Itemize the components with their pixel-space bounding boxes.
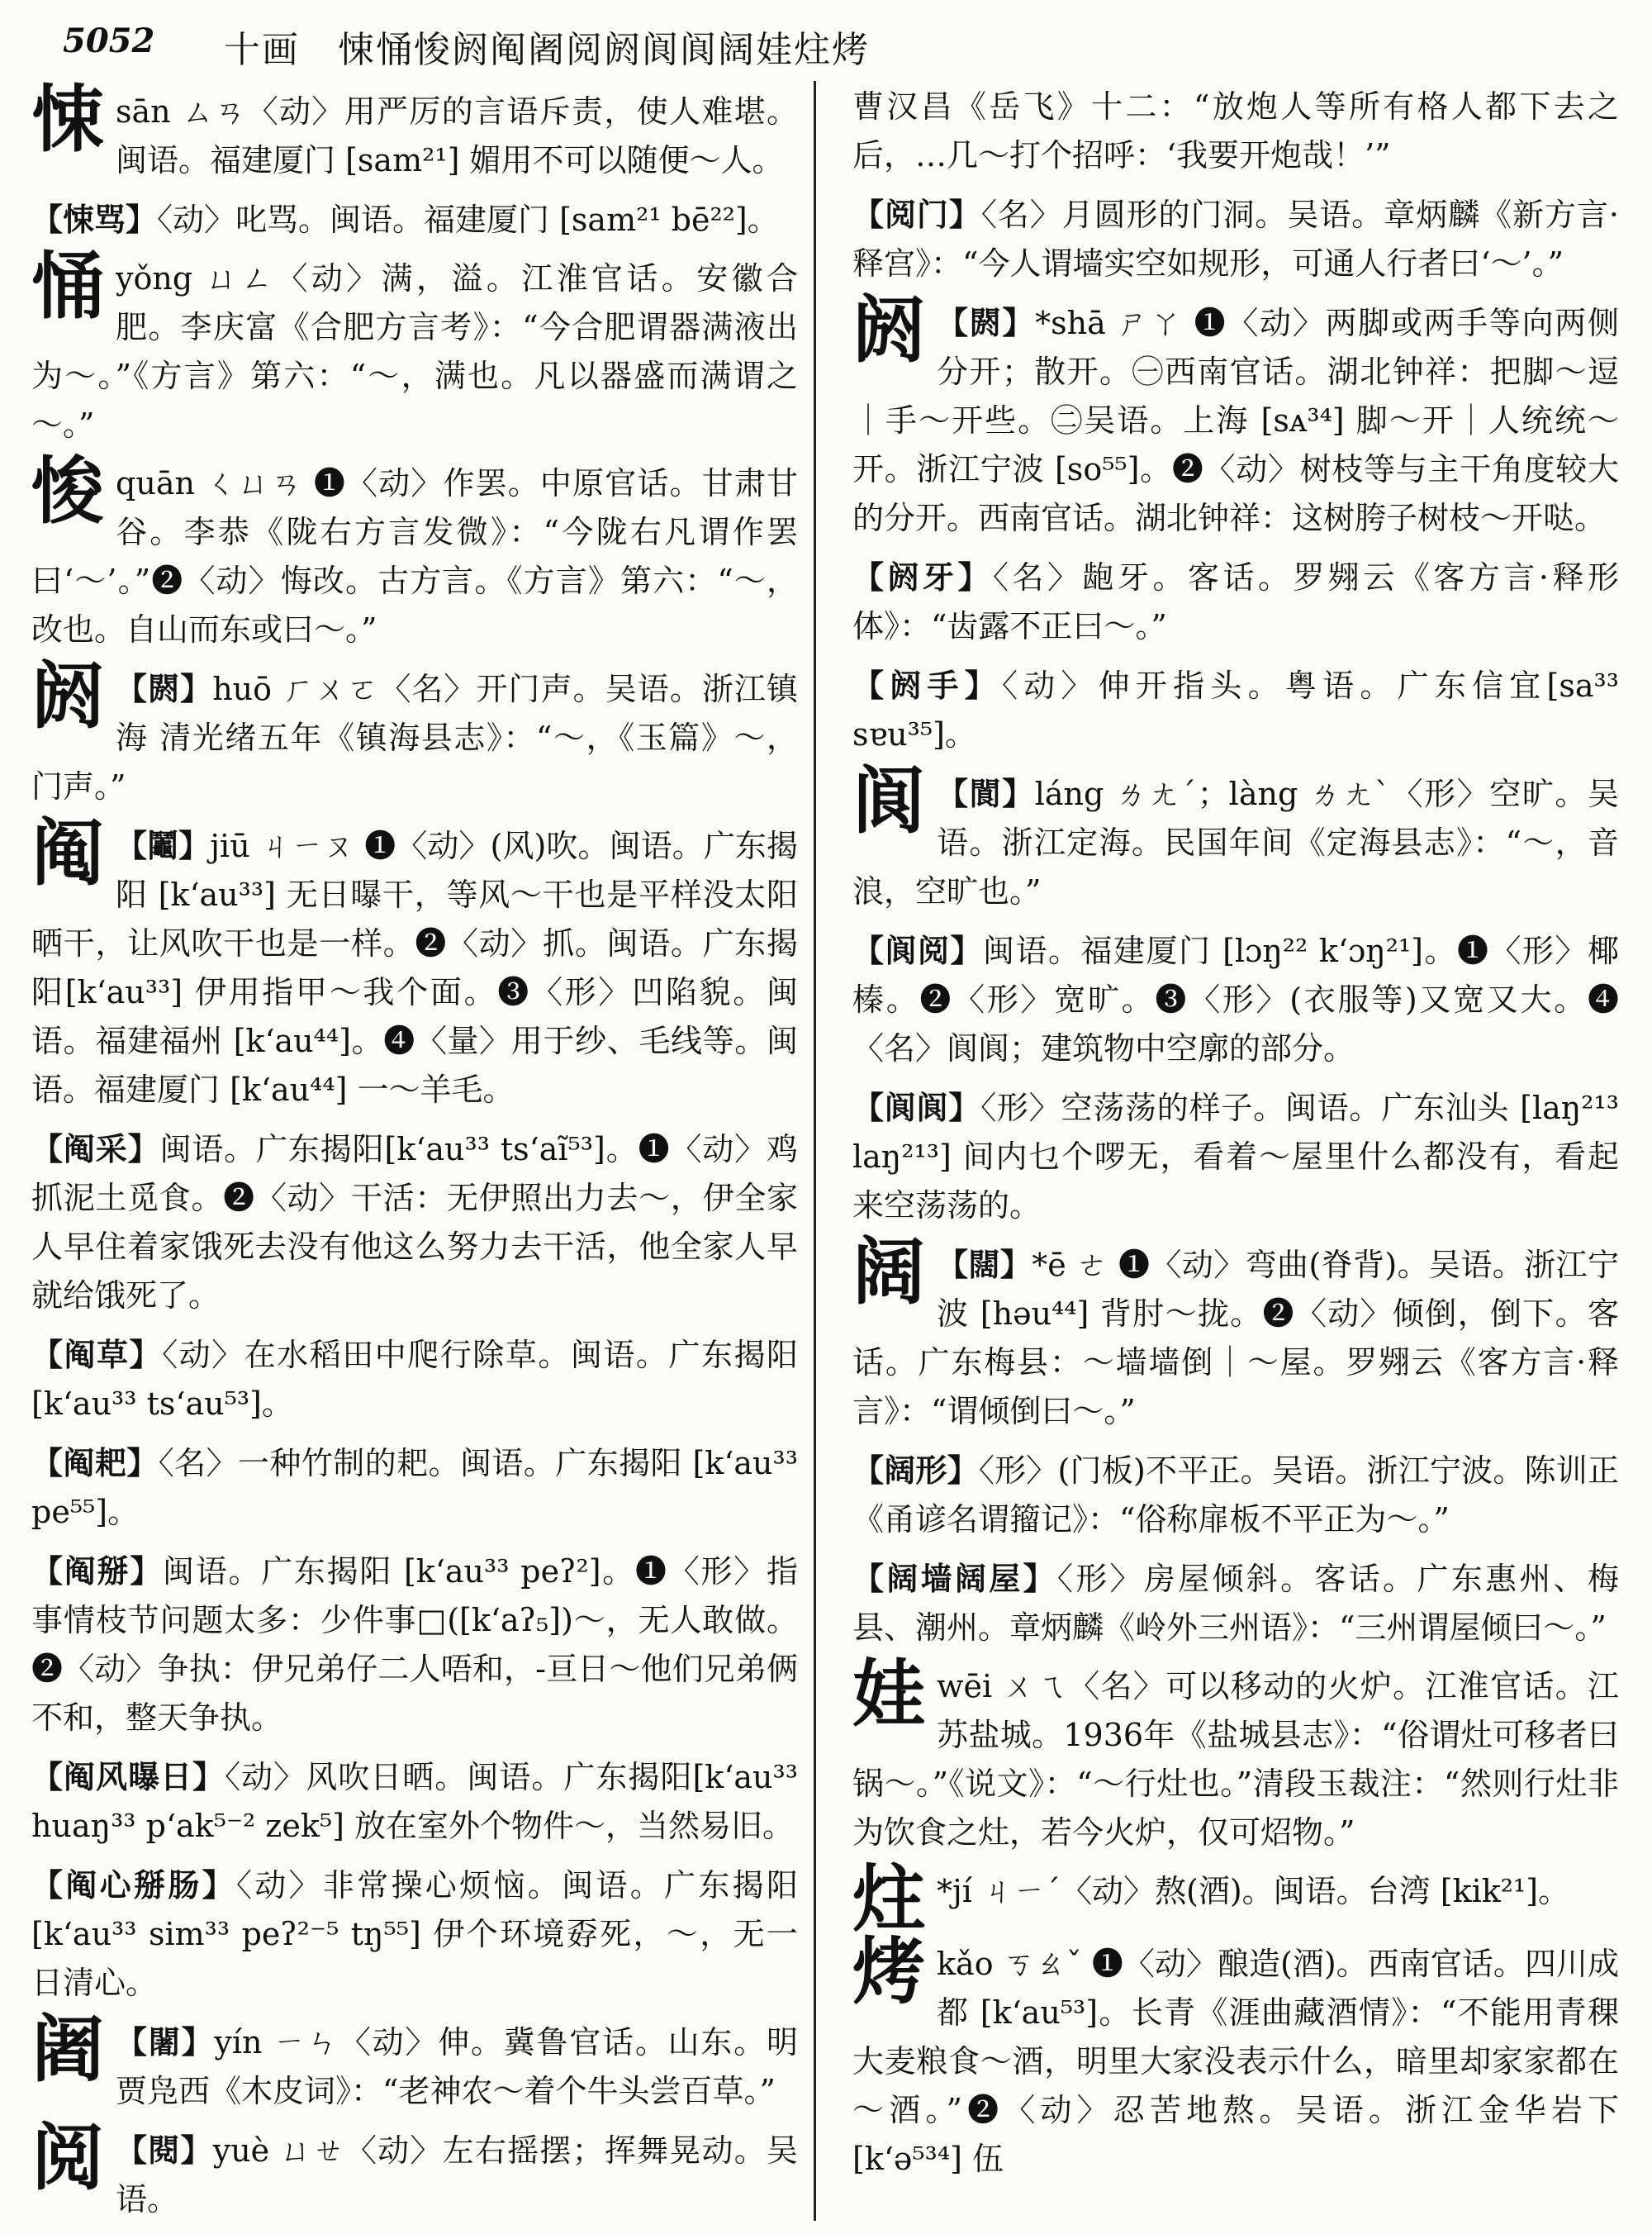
traditional-form: 【闍】 [116, 2023, 215, 2061]
compound-entry [852, 1083, 1619, 1230]
headword-character: 炷 [852, 1856, 926, 1942]
entry-definition: 〈名〉月圆形的门洞。吴语。章炳麟《新方言·释宫》：“今人谓墙实空如规形，可通人行者曰‘～’。” [852, 197, 1619, 282]
headword-entry [31, 243, 798, 449]
compound-entry [852, 553, 1619, 651]
headword-entry [852, 1651, 1619, 1857]
left-column [31, 76, 798, 2234]
entry-definition: láng ㄌㄤˊ；làng ㄌㄤˋ〈形〉空旷。吴语。浙江定海。民国年间《定海县志》：“～，音浪，空旷也。” [852, 776, 1619, 910]
entry-definition: 闽语。广东揭阳[k‘au³³ ts‘aĩ⁵³]。❶〈动〉鸡抓泥土觅食。❷〈动〉干活：无伊照出力去～，伊全家人早住着家饿死去没有他这么努力去干活，他全家人早就给饿死了。 [31, 1131, 798, 1314]
compound-headword: 【阄掰】 [31, 1552, 163, 1590]
entry-definition: yín ㄧㄣ〈动〉伸。冀鲁官话。山东。明贾凫西《木皮词》：“老神农～着个牛头尝百草。” [116, 2024, 798, 2109]
compound-entry [852, 661, 1619, 759]
headword-entry [31, 76, 798, 185]
traditional-form: 【鬮】 [116, 827, 211, 864]
compound-headword: 【悚骂】 [31, 201, 158, 238]
traditional-form: 【閬】 [937, 775, 1035, 812]
headword-character: 烤 [852, 1928, 926, 2014]
headword-entry [852, 758, 1619, 916]
headword-character: 悛 [31, 448, 105, 534]
headword-character: 悀 [31, 243, 105, 329]
entry-definition: yuè ㄩㄝ〈动〉左右摇摆；挥舞晃动。吴语。 [116, 2132, 798, 2217]
compound-entry [31, 1330, 798, 1428]
headword-character: 阏 [852, 287, 926, 373]
compound-headword: 【阄耙】 [31, 1444, 159, 1481]
compound-headword: 【阄心掰肠】 [31, 1866, 236, 1904]
traditional-form: 【閼】 [937, 304, 1036, 341]
compound-headword: 【阄草】 [31, 1336, 163, 1373]
compound-entry [31, 195, 798, 245]
compound-entry [31, 1861, 798, 2008]
entry-definition: *shā ㄕㄚ ❶〈动〉两脚或两手等向两侧分开；散开。㊀西南官话。湖北钟祥：把脚～逗｜手～开些。㊁吴语。上海 [sᴀ³⁴] 脚～开｜人统统～开。浙江宁波 [so⁵⁵]。❷〈动〉树枝等与主干角度较大的分开。西南官话。湖北钟祥：这树胯子树枝～开哒。 [852, 305, 1619, 536]
compound-headword: 【阆阅】 [852, 932, 983, 969]
compound-entry [31, 1438, 798, 1537]
entry-definition: 曹汉昌《岳飞》十二：“放炮人等所有格人都下去之后，…几～打个招呼：‘我要开炮哉！’” [852, 88, 1619, 173]
entry-definition: sān ㄙㄢ〈动〉用严厉的言语斥责，使人难堪。闽语。福建厦门 [sam²¹] 媚用不可以随便～人。 [116, 93, 798, 178]
compound-headword: 【阔形】 [852, 1452, 979, 1489]
headword-character: 阏 [31, 653, 105, 739]
entry-definition: 〈动〉风吹日晒。闽语。广东揭阳[k‘au³³ huaŋ³³ p‘ak⁵⁻² zek⁵] 放在室外个物件～，当然易旧。 [31, 1759, 798, 1844]
page-number: 5052 [63, 21, 155, 60]
entry-definition: 〈形〉空荡荡的样子。闽语。广东汕头 [laŋ²¹³ laŋ²¹³] 间内乜个啰无，看着～屋里什么都没有，看起来空荡荡的。 [852, 1090, 1619, 1224]
headword-character: 阄 [31, 810, 105, 896]
headword-character: 阅 [31, 2114, 105, 2200]
headword-character: 阇 [31, 2006, 105, 2092]
page-running-title: 十画 悚悀悛阏阄阇阅阏阆阆阔娃炷烤 [224, 29, 870, 71]
compound-headword: 【阄采】 [31, 1130, 160, 1167]
compound-entry [852, 926, 1619, 1073]
compound-entry [31, 1752, 798, 1851]
entry-definition: *ē ㄜ ❶〈动〉弯曲(脊背)。吴语。浙江宁波 [həu⁴⁴] 背肘～拢。❷〈动〉倾倒，倒下。客话。广东梅县：～墙墙倒｜～屋。罗翙云《客方言·释言》：“谓倾倒曰～。” [852, 1247, 1619, 1429]
entry-definition: 闽语。福建厦门 [lɔŋ²² k‘ɔŋ²¹]。❶〈形〉椰榛。❷〈形〉宽旷。❸〈形〉(衣服等)又宽又大。❹〈名〉阆阆；建筑物中空廓的部分。 [852, 933, 1619, 1067]
entry-definition: 闽语。广东揭阳 [k‘au³³ peʔ²]。❶〈形〉指事情枝节问题太多：少件事□([k‘aʔ₅])～，无人敢做。❷〈动〉争执：伊兄弟仔二人唔和，-亘日～他们兄弟俩不和，整天争执。 [31, 1553, 798, 1736]
traditional-form: 【闊】 [937, 1246, 1032, 1283]
entry-definition: kǎo ㄎㄠˇ ❶〈动〉酿造(酒)。西南官话。四川成都 [k‘au⁵³]。长青《涯曲藏酒情》：“不能用青稞大麦粮食～酒，明里大家没表示什么，暗里却家家都在～酒。”❷〈动〉忍苦地熬。吴语。浙江金华岩下 [k‘ə⁵³⁴] 伍 [852, 1946, 1619, 2177]
entry-definition: 〈动〉伸开指头。粤语。广东信宜[sa³³ sɐu³⁵]。 [852, 668, 1619, 753]
entry-definition: jiū ㄐㄧㄡ ❶〈动〉(风)吹。闽语。广东揭阳 [k‘au³³] 无日曝干，等风～干也是平样没太阳晒干，让风吹干也是一样。❷〈动〉抓。闽语。广东揭阳[k‘au³³] 伊用指甲～我个面。❸〈形〉凹陷貌。闽语。福建福州 [k‘au⁴⁴]。❹〈量〉用于纱、毛线等。闽语。福建厦门 [k‘au⁴⁴] 一～羊毛。 [31, 828, 798, 1108]
entry-definition: huō ㄏㄨㄛ〈名〉开门声。吴语。浙江镇海 清光绪五年《镇海县志》：“～，《玉篇》～，门声。” [31, 671, 798, 805]
headword-entry [852, 1229, 1619, 1436]
compound-headword: 【阏手】 [852, 667, 1002, 704]
compound-headword: 【阔墙阔屋】 [852, 1560, 1057, 1597]
entry-definition: 〈名〉一种竹制的耙。闽语。广东揭阳 [k‘au³³ pe⁵⁵]。 [31, 1445, 798, 1530]
entry-definition: 〈动〉叱骂。闽语。福建厦门 [sam²¹ bē²²]。 [157, 202, 779, 238]
entry-definition: yǒng ㄩㄥ〈动〉满，溢。江淮官话。安徽合肥。李庆富《合肥方言考》：“今合肥谓器满液出为～。”《方言》第六：“～，满也。凡以器盛而满谓之～。” [31, 260, 798, 443]
traditional-form: 【閱】 [116, 2132, 213, 2169]
compound-entry [31, 1124, 798, 1320]
entry-definition: 〈形〉(门板)不平正。吴语。浙江宁波。陈训正《甬谚名谓籀记》：“俗称扉板不平正为～。” [852, 1452, 1619, 1538]
headword-character: 悚 [31, 76, 105, 162]
right-column [852, 83, 1619, 2194]
entry-definition: 〈动〉非常操心烦恼。闽语。广东揭阳 [k‘au³³ sim³³ peʔ²⁻⁵ tŋ⁵⁵] 伊个环境孬死，～，无一日清心。 [31, 1867, 798, 2001]
entry-definition: 〈名〉龅牙。客话。罗翙云《客方言·释形体》：“齿露不正曰～。” [852, 559, 1619, 644]
entry-definition: quān ㄑㄩㄢ ❶〈动〉作罢。中原官话。甘肃甘谷。李恭《陇右方言发微》：“今陇右凡谓作罢曰‘～’。”❷〈动〉悔改。古方言。《方言》第六：“～，改也。自山而东或曰～。” [31, 465, 798, 648]
page-header [30, 15, 1632, 73]
compound-headword: 【阅门】 [852, 196, 981, 233]
headword-entry [31, 810, 798, 1115]
headword-character: 阆 [852, 758, 926, 844]
headword-entry [31, 2114, 798, 2224]
compound-entry [31, 1547, 798, 1742]
headword-entry [31, 653, 798, 811]
headword-entry [852, 1928, 1619, 2184]
headword-character: 阔 [852, 1229, 926, 1314]
headword-entry [852, 287, 1619, 543]
entry-definition: 〈形〉房屋倾斜。客话。广东惠州、梅县、潮州。章炳麟《岭外三州语》：“三州谓屋倾曰～。” [852, 1561, 1619, 1646]
compound-headword: 【阆阆】 [852, 1089, 981, 1126]
compound-entry [852, 1554, 1619, 1652]
compound-headword: 【阄风曝日】 [31, 1758, 225, 1795]
column-divider [814, 81, 816, 2221]
entry-definition: 〈动〉在水稻田中爬行除草。闽语。广东揭阳 [k‘au³³ ts‘au⁵³]。 [31, 1337, 798, 1422]
headword-entry [31, 448, 798, 654]
compound-entry [852, 1446, 1619, 1544]
compound-entry [852, 190, 1619, 288]
headword-character: 娃 [852, 1651, 926, 1737]
entry-definition: wēi ㄨㄟ〈名〉可以移动的火炉。江淮官话。江苏盐城。1936年《盐城县志》：“俗谓灶可移者曰锅～。”《说文》：“～行灶也。”清段玉裁注：“然则行灶非为饮食之灶，若今火炉，仅可炤物。” [852, 1668, 1619, 1851]
headword-entry [31, 2006, 798, 2116]
compound-headword: 【阏牙】 [852, 558, 993, 596]
headword-entry [852, 1856, 1619, 1942]
traditional-form: 【閼】 [116, 670, 213, 707]
entry-definition: *jí ㄐㄧˊ〈动〉熬(酒)。闽语。台湾 [kik²¹]。 [937, 1873, 1570, 1909]
continued-entry [852, 83, 1619, 180]
